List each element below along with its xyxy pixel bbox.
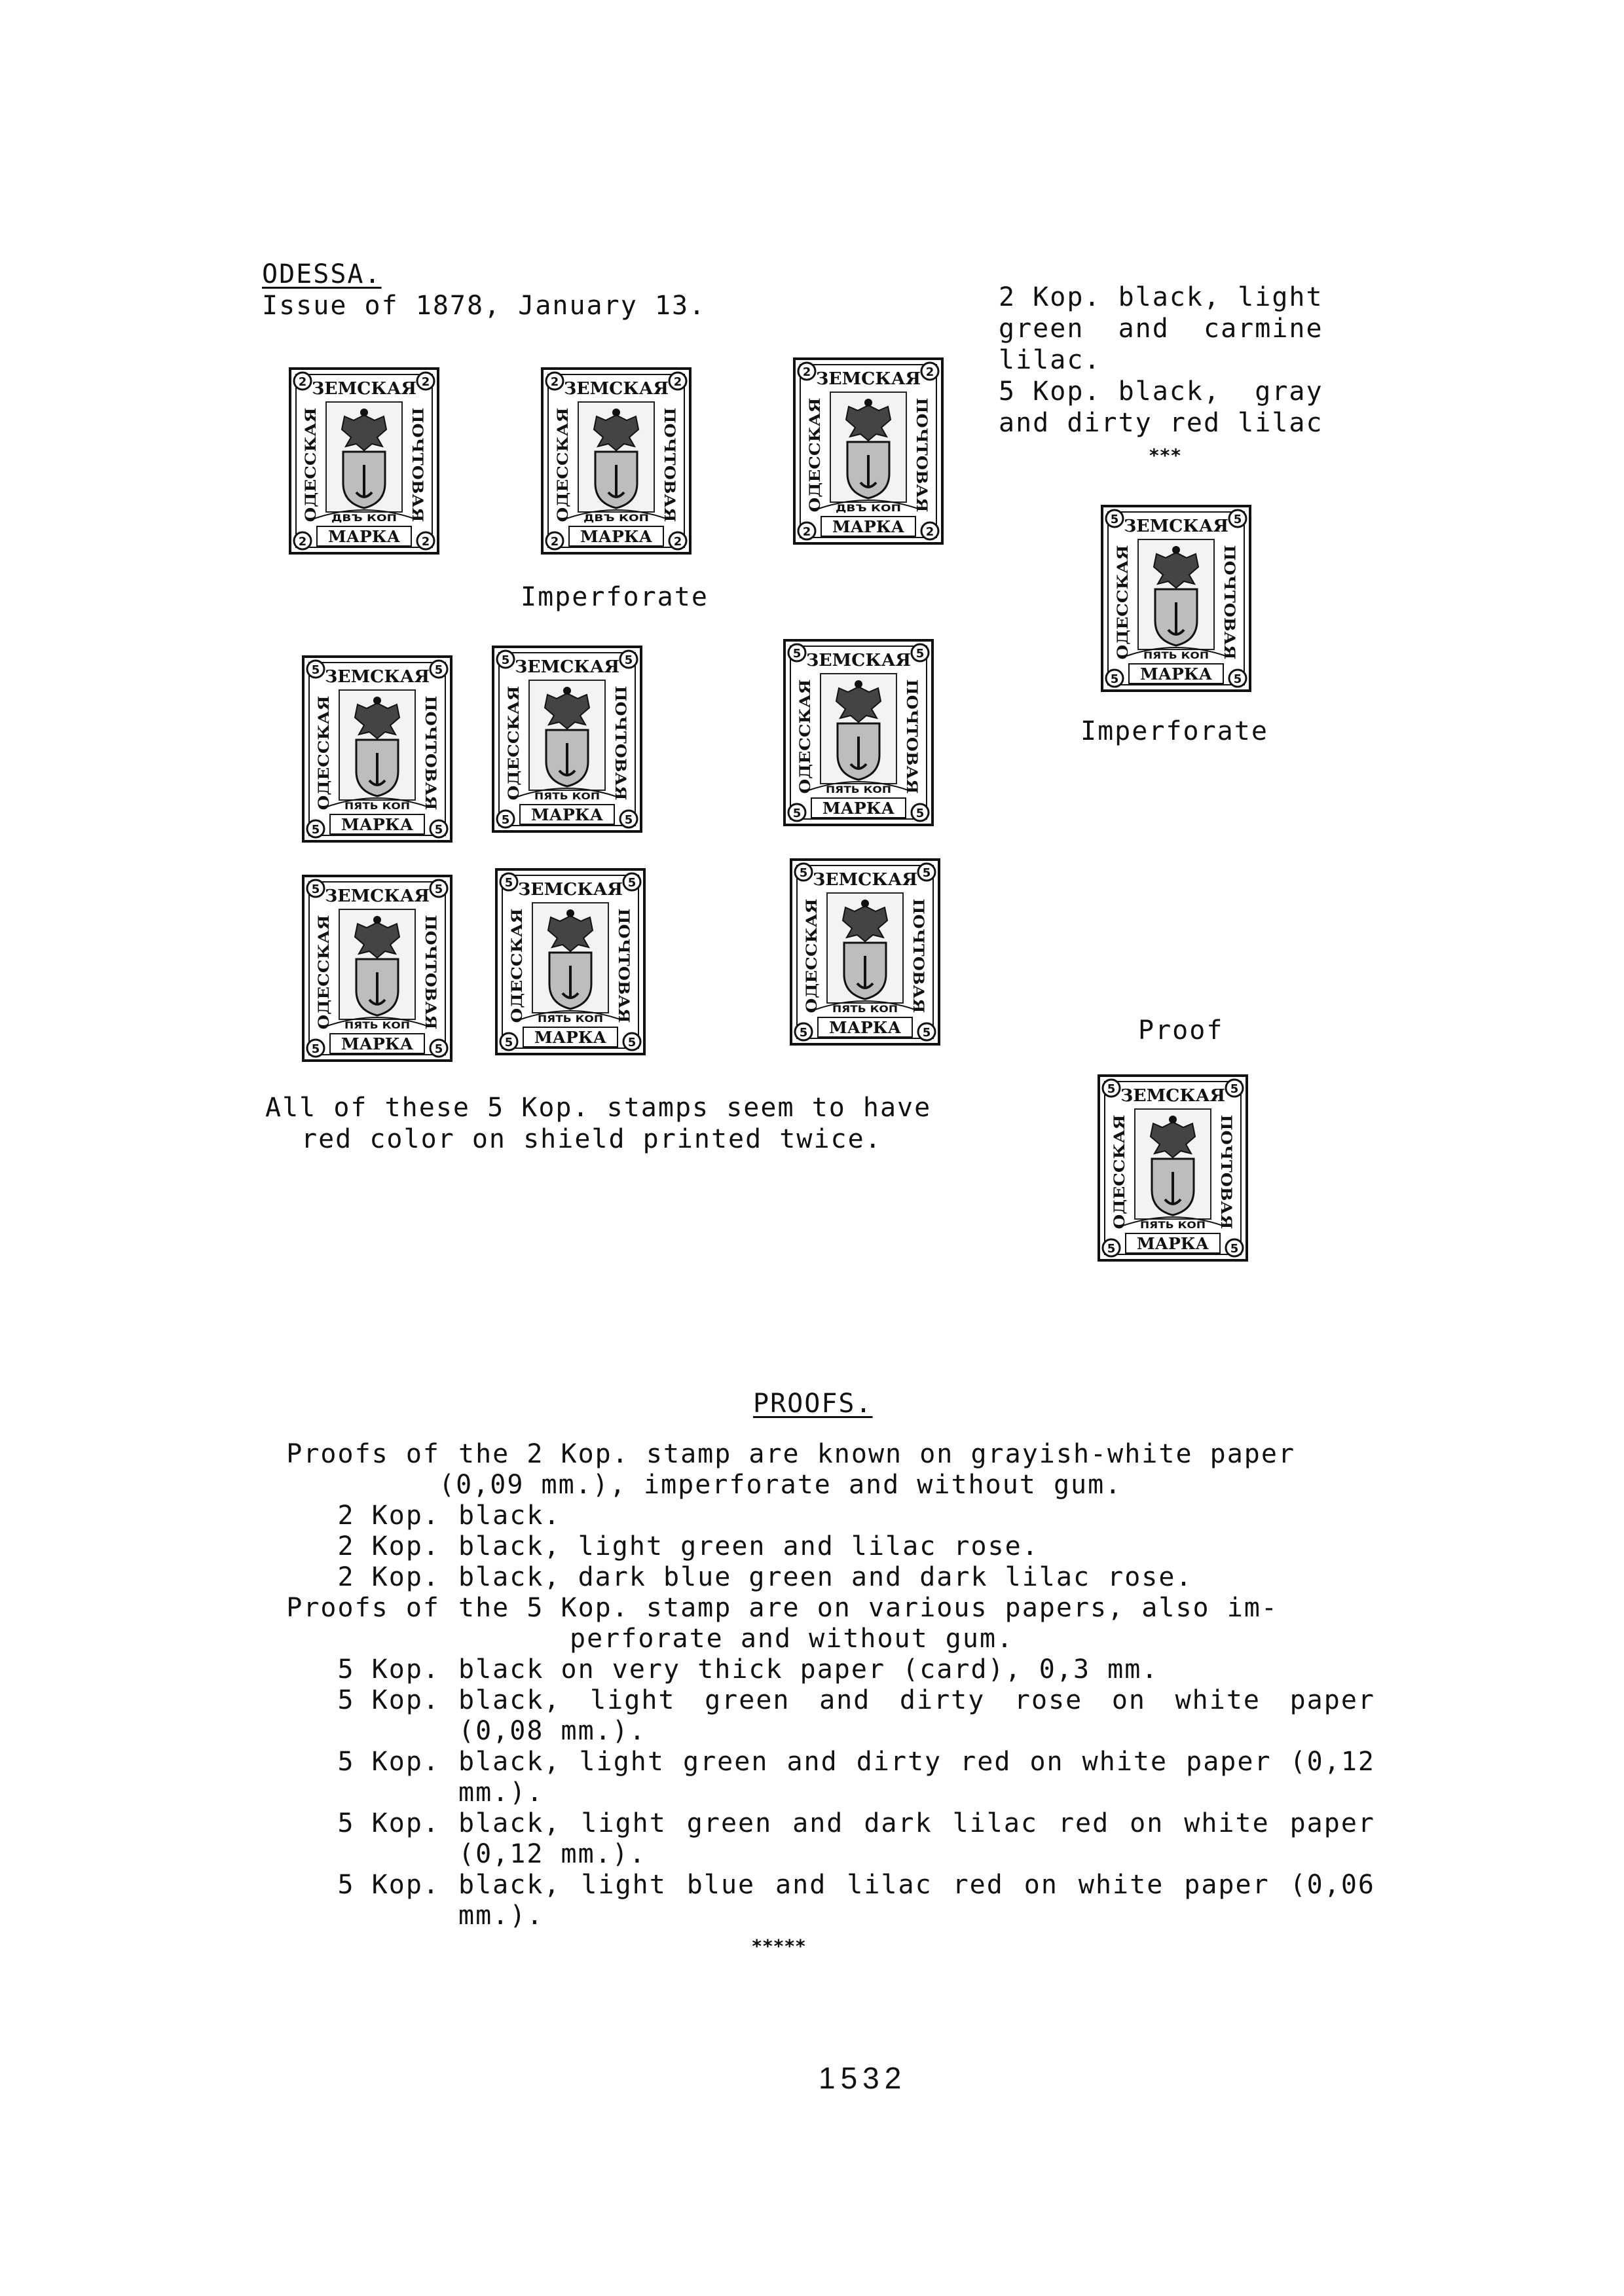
svg-text:2: 2 (298, 375, 307, 389)
svg-text:5: 5 (1110, 513, 1119, 526)
colors-note-line: green and carmine (999, 314, 1323, 344)
svg-text:МАРКА: МАРКА (341, 815, 414, 834)
svg-text:5: 5 (1230, 1082, 1239, 1096)
note-line: All of these 5 Kop. stamps seem to have (265, 1093, 932, 1123)
svg-text:2: 2 (421, 375, 430, 389)
svg-text:ПОЧТОВАЯ: ПОЧТОВАЯ (409, 407, 426, 507)
intro-text: (0,09 mm.), imperforate and without gum. (439, 1470, 1122, 1500)
svg-text:ОДЕССКАЯ: ОДЕССКАЯ (555, 425, 572, 522)
svg-text:ПОЧТОВАЯ: ПОЧТОВАЯ (615, 908, 632, 1008)
svg-text:5: 5 (799, 866, 808, 880)
svg-text:ЗЕМСКАЯ: ЗЕМСКАЯ (1120, 1086, 1225, 1106)
svg-text:ДВЪ КОП: ДВЪ КОП (331, 513, 397, 524)
svg-text:ДВЪ КОП: ДВЪ КОП (583, 513, 649, 524)
stamp-2kop (792, 357, 944, 545)
proof-label: Proof (1138, 1015, 1224, 1046)
svg-text:ОДЕССКАЯ: ОДЕССКАЯ (506, 703, 523, 801)
svg-text:ПОЧТОВАЯ: ПОЧТОВАЯ (1217, 1114, 1234, 1214)
svg-text:5: 5 (311, 663, 320, 677)
svg-text:МАРКА: МАРКА (534, 1028, 607, 1047)
svg-text:2: 2 (673, 535, 682, 549)
svg-text:5: 5 (792, 647, 802, 661)
proofs-items-2kop (262, 1501, 1375, 1593)
stamp-5kop (1100, 504, 1252, 693)
proofs-intro-2kop (262, 1439, 1375, 1501)
svg-text:5: 5 (1230, 1242, 1239, 1256)
svg-text:ПОЧТОВАЯ: ПОЧТОВАЯ (612, 685, 629, 785)
proof-denomination: 2 Kop. (337, 1531, 440, 1561)
svg-text:5: 5 (1107, 1242, 1116, 1256)
proof-item (262, 1562, 1375, 1593)
separator-stars: *** (1149, 445, 1182, 466)
svg-text:5: 5 (434, 883, 443, 896)
svg-text:5: 5 (434, 1042, 443, 1056)
svg-text:5: 5 (504, 1036, 513, 1049)
intro-text: the 5 Kop. stamp are on various papers, also im- (458, 1593, 1278, 1623)
svg-text:ЗЕМСКАЯ: ЗЕМСКАЯ (1124, 517, 1228, 536)
svg-text:2: 2 (550, 375, 559, 389)
svg-text:ПОЧТОВАЯ: ПОЧТОВАЯ (913, 397, 930, 497)
svg-text:ОДЕССКАЯ: ОДЕССКАЯ (1111, 1132, 1128, 1230)
proof-denomination: 5 Kop. (337, 1808, 440, 1838)
stamp-2kop (288, 367, 440, 555)
svg-text:МАРКА: МАРКА (580, 527, 653, 546)
imperforate-label: Imperforate (1080, 716, 1268, 746)
svg-text:5: 5 (311, 1042, 320, 1056)
proof-item (262, 1501, 1375, 1531)
svg-text:ЗЕМСКАЯ: ЗЕМСКАЯ (325, 667, 430, 687)
proof-denomination: 2 Kop. (337, 1562, 440, 1592)
svg-text:ОДЕССКАЯ: ОДЕССКАЯ (803, 916, 821, 1013)
proof-item (262, 1531, 1375, 1562)
svg-text:5: 5 (922, 1026, 931, 1040)
stamp-5kop (783, 638, 934, 827)
svg-text:ОДЕССКАЯ: ОДЕССКАЯ (797, 697, 814, 794)
imperforate-label: Imperforate (521, 582, 709, 612)
svg-text:ПОЧТОВАЯ: ПОЧТОВАЯ (422, 695, 439, 795)
section-title: ODESSA. (262, 259, 382, 289)
proof-denomination: 5 Kop. (337, 1654, 440, 1685)
svg-text:5: 5 (792, 807, 802, 820)
svg-text:ЗЕМСКАЯ: ЗЕМСКАЯ (518, 880, 623, 900)
intro-text: perforate and without gum. (570, 1624, 1014, 1654)
svg-text:2: 2 (802, 525, 811, 539)
proof-description: black. (458, 1501, 561, 1531)
svg-text:2: 2 (925, 525, 934, 539)
svg-text:ОДЕССКАЯ: ОДЕССКАЯ (316, 713, 333, 811)
svg-text:5: 5 (1110, 672, 1119, 686)
svg-text:ЗЕМСКАЯ: ЗЕМСКАЯ (325, 886, 430, 906)
intro-lead: Proofs of (286, 1439, 440, 1469)
svg-text:МАРКА: МАРКА (822, 799, 895, 818)
svg-text:5: 5 (915, 647, 925, 661)
svg-text:ПЯТЬ КОП: ПЯТЬ КОП (1140, 1220, 1206, 1231)
issue-date: Issue of 1878, January 13. (262, 291, 707, 321)
svg-text:5: 5 (501, 653, 510, 667)
proof-description: black, light blue and lilac red on white paper (0,06 mm.). (458, 1870, 1375, 1931)
proofs-intro-5kop (262, 1593, 1375, 1654)
svg-text:ПЯТЬ КОП: ПЯТЬ КОП (538, 1014, 603, 1025)
svg-text:5: 5 (922, 866, 931, 880)
stamp-5kop (301, 874, 453, 1063)
svg-text:2: 2 (673, 375, 682, 389)
proofs-items-5kop (262, 1654, 1375, 1931)
proof-item (262, 1654, 1375, 1685)
svg-text:5: 5 (311, 883, 320, 896)
proofs-list (262, 1439, 1375, 1957)
svg-text:ПОЧТОВАЯ: ПОЧТОВАЯ (910, 898, 927, 998)
proof-description: black, light green and dark lilac red on white paper (0,12 mm.). (458, 1808, 1375, 1869)
proof-item (262, 1870, 1375, 1931)
svg-text:5: 5 (627, 1036, 637, 1049)
svg-text:5: 5 (1233, 672, 1242, 686)
svg-text:МАРКА: МАРКА (341, 1034, 414, 1053)
proof-item (262, 1808, 1375, 1870)
svg-text:МАРКА: МАРКА (1140, 665, 1213, 683)
svg-text:ПЯТЬ КОП: ПЯТЬ КОП (832, 1004, 898, 1015)
svg-text:5: 5 (504, 876, 513, 890)
svg-text:5: 5 (1233, 513, 1242, 526)
svg-text:ПОЧТОВАЯ: ПОЧТОВАЯ (1221, 545, 1238, 644)
svg-text:ОДЕССКАЯ: ОДЕССКАЯ (316, 932, 333, 1030)
svg-text:МАРКА: МАРКА (328, 527, 401, 546)
proof-denomination: 5 Kop. (337, 1685, 440, 1715)
svg-text:ПЯТЬ КОП: ПЯТЬ КОП (344, 1021, 410, 1031)
proof-denomination: 2 Kop. (337, 1501, 440, 1531)
proof-description: black, light green and dirty red on white paper (0,12 mm.). (458, 1747, 1375, 1808)
svg-text:2: 2 (298, 535, 307, 549)
svg-text:ОДЕССКАЯ: ОДЕССКАЯ (1115, 562, 1132, 660)
svg-text:5: 5 (915, 807, 925, 820)
svg-text:МАРКА: МАРКА (832, 517, 905, 536)
proof-description: black, light green and lilac rose. (458, 1531, 1039, 1561)
svg-text:МАРКА: МАРКА (1137, 1234, 1209, 1253)
svg-text:ЗЕМСКАЯ: ЗЕМСКАЯ (564, 379, 669, 399)
colors-note-line: lilac. (999, 345, 1101, 375)
svg-text:5: 5 (624, 813, 633, 827)
svg-text:ПОЧТОВАЯ: ПОЧТОВАЯ (661, 407, 678, 507)
svg-text:5: 5 (799, 1026, 808, 1040)
intro-lead: Proofs of (286, 1593, 440, 1623)
proofs-heading: PROOFS. (753, 1389, 873, 1419)
svg-text:5: 5 (627, 876, 637, 890)
stamp-5kop (301, 655, 453, 843)
intro-text: the 2 Kop. stamp are known on grayish-white paper (458, 1439, 1296, 1469)
colors-note-line: 2 Kop. black, light (999, 282, 1323, 312)
colors-note-line: 5 Kop. black, gray (999, 376, 1323, 407)
svg-text:МАРКА: МАРКА (829, 1018, 902, 1037)
svg-text:ПЯТЬ КОП: ПЯТЬ КОП (826, 785, 891, 795)
proof-description: black, dark blue green and dark lilac rose. (458, 1562, 1193, 1592)
svg-text:ЗЕМСКАЯ: ЗЕМСКАЯ (312, 379, 416, 399)
svg-text:ЗЕМСКАЯ: ЗЕМСКАЯ (816, 369, 921, 389)
svg-text:ДВЪ КОП: ДВЪ КОП (836, 503, 901, 514)
svg-text:ОДЕССКАЯ: ОДЕССКАЯ (807, 415, 824, 513)
proof-description: black on very thick paper (card), 0,3 mm. (458, 1654, 1159, 1685)
svg-text:5: 5 (434, 823, 443, 837)
svg-text:МАРКА: МАРКА (531, 805, 604, 824)
svg-text:5: 5 (501, 813, 510, 827)
proof-description: black, light green and dirty rose on white paper (0,08 mm.). (458, 1685, 1375, 1746)
svg-text:ПЯТЬ КОП: ПЯТЬ КОП (534, 792, 600, 802)
svg-text:2: 2 (802, 365, 811, 379)
stamp-5kop (789, 858, 941, 1046)
end-stars: ***** (752, 1935, 807, 1957)
svg-text:ОДЕССКАЯ: ОДЕССКАЯ (509, 926, 526, 1023)
svg-text:ПЯТЬ КОП: ПЯТЬ КОП (344, 801, 410, 812)
proof-denomination: 5 Kop. (337, 1747, 440, 1777)
proof-item (262, 1685, 1375, 1747)
svg-text:ПОЧТОВАЯ: ПОЧТОВАЯ (903, 679, 920, 778)
note-line: red color on shield printed twice. (301, 1124, 882, 1154)
stamp-5kop (494, 867, 646, 1056)
svg-text:5: 5 (624, 653, 633, 667)
stamp-5kop (491, 645, 643, 833)
svg-text:2: 2 (925, 365, 934, 379)
svg-text:2: 2 (421, 535, 430, 549)
svg-text:ЗЕМСКАЯ: ЗЕМСКАЯ (813, 870, 917, 890)
proof-item (262, 1747, 1375, 1808)
svg-text:ЗЕМСКАЯ: ЗЕМСКАЯ (515, 657, 619, 677)
proof-denomination: 5 Kop. (337, 1870, 440, 1900)
svg-text:ПОЧТОВАЯ: ПОЧТОВАЯ (422, 915, 439, 1014)
page-number: 1532 (819, 2061, 907, 2095)
svg-text:5: 5 (434, 663, 443, 677)
svg-text:ПЯТЬ КОП: ПЯТЬ КОП (1143, 651, 1209, 661)
svg-text:ЗЕМСКАЯ: ЗЕМСКАЯ (806, 651, 911, 670)
svg-text:ОДЕССКАЯ: ОДЕССКАЯ (303, 425, 320, 522)
svg-text:5: 5 (1107, 1082, 1116, 1096)
svg-text:2: 2 (550, 535, 559, 549)
stamp-5kop-proof (1097, 1074, 1249, 1262)
colors-note (999, 282, 1323, 439)
stamp-2kop (540, 367, 692, 555)
colors-note-line: and dirty red lilac (999, 408, 1323, 438)
svg-text:5: 5 (311, 823, 320, 837)
